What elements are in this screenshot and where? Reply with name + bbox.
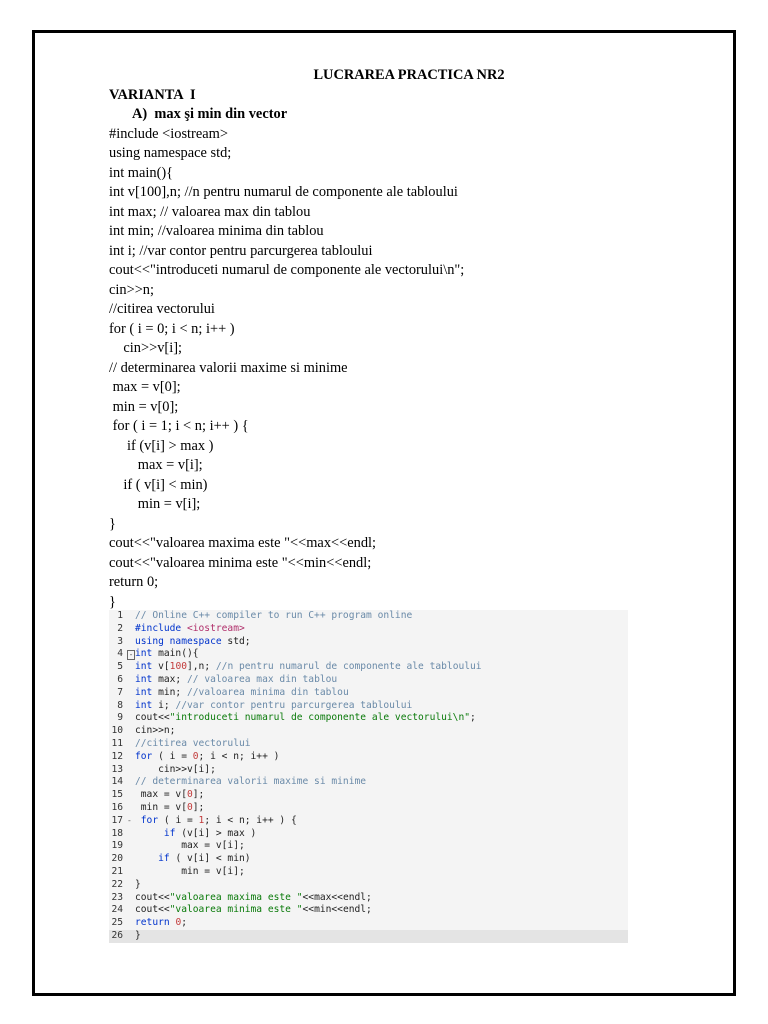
editor-line bbox=[109, 879, 628, 892]
line-number: 1 bbox=[117, 610, 123, 621]
editor-line bbox=[109, 840, 628, 853]
fold-gutter bbox=[127, 840, 135, 853]
code-token: //citirea vectorului bbox=[135, 737, 251, 749]
line-number: 22 bbox=[111, 878, 123, 890]
line-number: 19 bbox=[111, 840, 123, 852]
line-number: 13 bbox=[111, 763, 123, 775]
code-line: // determinarea valorii maxime si minime bbox=[109, 359, 348, 376]
code-token: ( v[i] < min) bbox=[175, 853, 251, 865]
code-token: int bbox=[135, 686, 159, 698]
code-token: ( i = bbox=[158, 750, 193, 762]
editor-line bbox=[109, 776, 628, 789]
fold-gutter bbox=[127, 866, 135, 879]
editor-line bbox=[109, 917, 628, 930]
code-token: cout<< bbox=[135, 904, 170, 916]
code-token: if bbox=[158, 853, 176, 865]
code-token: min = v[ bbox=[135, 801, 187, 813]
code-token: "introduceti numarul de componente ale vectorului\n" bbox=[169, 712, 471, 724]
document-body bbox=[109, 66, 669, 612]
code-token: //valoarea minima din tablou bbox=[187, 686, 349, 698]
editor-line bbox=[109, 866, 628, 879]
code-line: for ( i = 0; i < n; i++ ) bbox=[109, 320, 235, 337]
code-line: if (v[i] > max ) bbox=[109, 437, 214, 454]
code-token: // valoarea max din tablou bbox=[187, 673, 338, 685]
code-line: int min; //valoarea minima din tablou bbox=[109, 223, 324, 239]
line-number: 6 bbox=[117, 673, 123, 685]
code-token: 0 bbox=[186, 801, 193, 813]
code-token: int bbox=[135, 673, 159, 685]
line-number: 4 bbox=[117, 648, 123, 660]
code-token: } bbox=[135, 929, 141, 941]
editor-line bbox=[109, 892, 628, 905]
code-token: main(){ bbox=[158, 648, 199, 660]
code-token: // determinarea valorii maxime si minime bbox=[135, 776, 367, 788]
fold-gutter bbox=[127, 674, 135, 687]
line-number: 26 bbox=[111, 929, 123, 941]
line-number: 8 bbox=[117, 699, 123, 711]
line-number: 9 bbox=[117, 712, 123, 724]
code-editor-screenshot bbox=[109, 610, 628, 942]
code-token: 100 bbox=[169, 661, 187, 673]
line-number: 20 bbox=[111, 853, 123, 865]
fold-gutter bbox=[127, 751, 135, 764]
code-token: for bbox=[140, 814, 164, 826]
line-number: 25 bbox=[111, 917, 123, 929]
editor-line bbox=[109, 687, 628, 700]
line-number: 16 bbox=[111, 801, 123, 813]
editor-line bbox=[109, 636, 628, 649]
editor-line bbox=[109, 623, 628, 636]
editor-line bbox=[109, 738, 628, 751]
line-number: 7 bbox=[117, 686, 123, 698]
fold-gutter bbox=[127, 764, 135, 777]
line-number: 10 bbox=[111, 725, 123, 737]
code-line: max = v[0]; bbox=[109, 379, 181, 395]
code-token: ; bbox=[470, 712, 476, 724]
editor-line bbox=[109, 904, 628, 917]
code-token bbox=[135, 828, 164, 841]
fold-gutter bbox=[127, 610, 135, 623]
code-token: "valoarea minima este " bbox=[169, 904, 303, 916]
code-line: cout<<"valoarea minima este "<<min<<endl; bbox=[109, 554, 372, 571]
code-line: return 0; bbox=[109, 574, 159, 590]
fold-gutter bbox=[127, 700, 135, 713]
line-number: 12 bbox=[111, 750, 123, 762]
line-number: 18 bbox=[111, 827, 123, 839]
code-token: <iostream> bbox=[186, 622, 245, 634]
line-number: 15 bbox=[111, 789, 123, 801]
code-token: cin>>v[i]; bbox=[135, 763, 216, 775]
editor-line bbox=[109, 764, 628, 777]
code-line: } bbox=[109, 515, 116, 532]
editor-line bbox=[109, 802, 628, 815]
code-token: ]; bbox=[192, 789, 205, 801]
code-token: cout<< bbox=[135, 712, 170, 724]
line-number: 2 bbox=[117, 622, 123, 634]
code-listing bbox=[109, 125, 669, 613]
fold-gutter bbox=[127, 738, 135, 751]
code-token: min = v[i]; bbox=[135, 865, 245, 877]
editor-line bbox=[109, 725, 628, 738]
fold-gutter bbox=[127, 930, 135, 943]
code-token: max = v[ bbox=[135, 789, 187, 801]
fold-gutter bbox=[127, 828, 135, 841]
code-line: //citirea vectorului bbox=[109, 301, 215, 317]
code-token: std; bbox=[227, 635, 251, 647]
code-line: min = v[0]; bbox=[109, 398, 179, 415]
editor-line bbox=[109, 815, 628, 828]
code-token: 1 bbox=[198, 814, 205, 826]
code-token: int bbox=[135, 648, 159, 660]
code-token: <<min<<endl; bbox=[302, 904, 372, 916]
code-line: int main(){ bbox=[109, 164, 174, 181]
fold-gutter bbox=[127, 623, 135, 636]
code-line: cout<<"valoarea maxima este "<<max<<endl; bbox=[109, 535, 377, 551]
line-number: 23 bbox=[111, 891, 123, 903]
fold-gutter bbox=[127, 904, 135, 917]
editor-line bbox=[109, 674, 628, 687]
code-token: ; i < n; i++ ) { bbox=[204, 814, 297, 826]
code-line: int i; //var contor pentru parcurgerea tabloului bbox=[109, 242, 373, 259]
code-token: #include bbox=[135, 622, 187, 634]
code-token: ( i = bbox=[163, 814, 199, 826]
code-token: if bbox=[163, 827, 182, 839]
variant-heading: VARIANTA I bbox=[109, 86, 196, 103]
fold-gutter bbox=[127, 661, 135, 674]
fold-gutter bbox=[127, 725, 135, 738]
line-number: 14 bbox=[111, 776, 123, 788]
code-token: 0 bbox=[192, 750, 199, 762]
line-number: 5 bbox=[117, 661, 123, 673]
code-token: int bbox=[135, 699, 159, 711]
code-token: int bbox=[135, 661, 159, 673]
fold-gutter bbox=[127, 879, 135, 892]
code-line: cin>>n; bbox=[109, 281, 155, 298]
code-token: 0 bbox=[175, 917, 182, 929]
code-line: cout<<"introduceti numarul de componente ale vectorului\n"; bbox=[109, 262, 465, 278]
code-token: ; i < n; i++ ) bbox=[198, 750, 280, 762]
fold-gutter bbox=[127, 636, 135, 649]
code-token: cin>>n; bbox=[135, 725, 176, 737]
editor-line bbox=[109, 661, 628, 674]
code-token: cout<< bbox=[135, 891, 170, 903]
code-token: 0 bbox=[186, 789, 193, 801]
code-token: max = v[i]; bbox=[135, 840, 245, 852]
line-number: 24 bbox=[111, 904, 123, 916]
code-line: max = v[i]; bbox=[109, 457, 203, 473]
fold-gutter bbox=[127, 853, 135, 866]
fold-gutter bbox=[127, 802, 135, 815]
fold-gutter bbox=[127, 917, 135, 930]
code-token: min; bbox=[158, 686, 187, 698]
code-line: for ( i = 1; i < n; i++ ) { bbox=[109, 418, 249, 434]
section-heading: A) max şi min din vector bbox=[132, 106, 288, 122]
code-token: //var contor pentru parcurgerea tabloului bbox=[175, 699, 413, 711]
code-token: ; bbox=[181, 917, 187, 929]
code-token bbox=[135, 853, 158, 866]
code-token: "valoarea maxima este " bbox=[169, 891, 303, 903]
code-token: // Online C++ compiler to run C++ program online bbox=[135, 610, 413, 621]
line-number: 21 bbox=[111, 865, 123, 877]
code-token: (v[i] > max ) bbox=[181, 827, 257, 839]
code-line: if ( v[i] < min) bbox=[109, 476, 208, 493]
code-token: for bbox=[135, 750, 159, 762]
fold-gutter bbox=[127, 712, 135, 725]
fold-gutter bbox=[127, 687, 135, 700]
line-number: 17 bbox=[111, 814, 123, 826]
code-token: ]; bbox=[192, 801, 205, 813]
line-number: 3 bbox=[117, 635, 123, 647]
document-title: LUCRAREA PRACTICA NR2 bbox=[313, 67, 505, 83]
editor-line bbox=[109, 853, 628, 866]
code-token: i; bbox=[158, 699, 176, 711]
code-line: #include <iostream> bbox=[109, 125, 228, 142]
code-line: cin>>v[i]; bbox=[109, 340, 182, 356]
editor-line bbox=[109, 751, 628, 764]
code-token: //n pentru numarul de componente ale tabloului bbox=[215, 661, 482, 673]
code-token: using namespace bbox=[135, 635, 228, 647]
code-token: ],n; bbox=[187, 661, 216, 673]
code-token: v[ bbox=[158, 661, 170, 673]
code-line: int v[100],n; //n pentru numarul de componente ale tabloului bbox=[109, 184, 458, 200]
code-line: using namespace std; bbox=[109, 145, 232, 161]
code-token: return bbox=[135, 917, 176, 929]
fold-gutter bbox=[127, 776, 135, 789]
editor-line bbox=[109, 828, 628, 841]
editor-line bbox=[109, 610, 628, 623]
fold-toggle-icon[interactable]: - bbox=[127, 815, 132, 825]
editor-line bbox=[109, 700, 628, 713]
code-line: int max; // valoarea max din tablou bbox=[109, 203, 311, 220]
fold-gutter bbox=[127, 892, 135, 905]
editor-line bbox=[109, 712, 628, 725]
editor-line bbox=[109, 648, 628, 661]
line-number: 11 bbox=[111, 737, 123, 749]
editor-line bbox=[109, 789, 628, 802]
fold-gutter bbox=[127, 789, 135, 802]
code-line: min = v[i]; bbox=[109, 496, 201, 512]
editor-line bbox=[109, 930, 628, 943]
code-token: <<max<<endl; bbox=[302, 891, 372, 903]
fold-toggle-icon[interactable]: - bbox=[128, 650, 134, 660]
code-token: max; bbox=[158, 673, 187, 685]
code-line: } bbox=[109, 593, 116, 610]
code-token: } bbox=[135, 878, 141, 890]
